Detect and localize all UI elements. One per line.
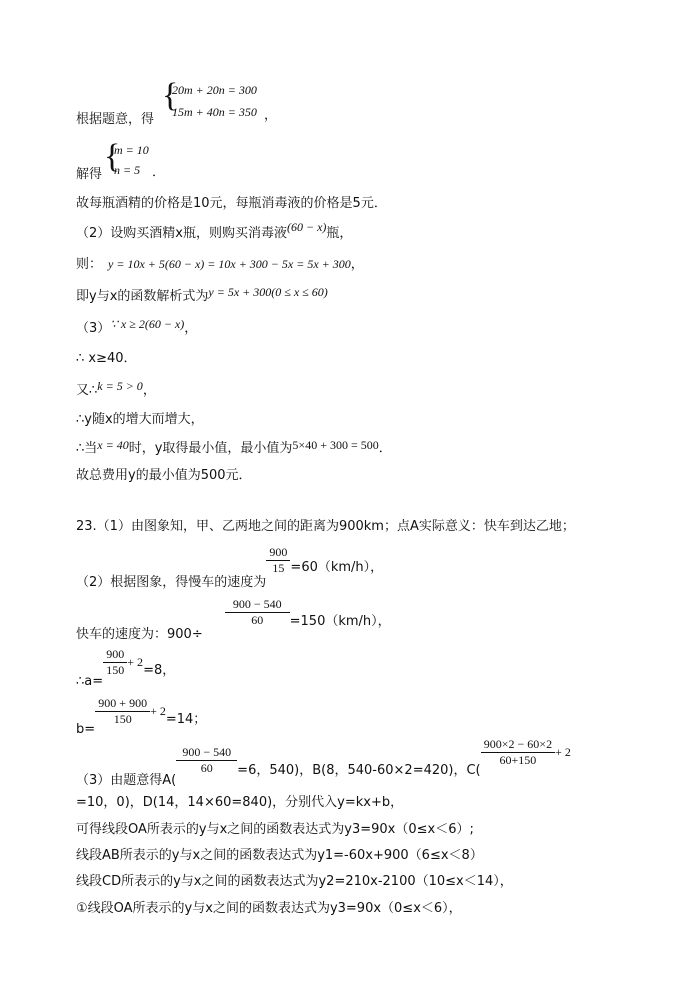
text: ． [378, 441, 392, 456]
price-conclusion: 故每瓶酒精的价格是10元，每瓶消毒液的价格是5元． [76, 196, 387, 211]
solution-m: m = 10 [114, 143, 149, 157]
math: ∵ x ≥ 2(60 − x) [110, 317, 185, 331]
text: =14； [165, 712, 207, 727]
math: k = 5 > 0 [97, 379, 143, 393]
q23-value-a [76, 647, 176, 689]
q23-segment-cd: 线段CD所表示的y与x之间的函数表达式为y2=210x-2100（10≤x＜14）， [76, 874, 513, 889]
text: ∴当 [76, 441, 98, 456]
math: x = 40 [97, 438, 129, 452]
fraction [176, 745, 237, 776]
denominator: 60 [176, 760, 237, 776]
function-expression [76, 285, 328, 305]
math: (60 − x) [286, 220, 327, 234]
q23-segment-oa: 可得线段OA所表示的y与x之间的函数表达式为y3=90x（0≤x＜6）; [76, 822, 474, 837]
math: y = 5x + 300(0 ≤ x ≤ 60) [208, 285, 328, 299]
text: =150（km/h）， [289, 614, 391, 629]
q23-slow-speed [76, 545, 384, 590]
text: （2）设购买酒精x瓶，则购买消毒液 [76, 226, 287, 241]
text: （2）根据图象，得慢车的速度为 [76, 575, 267, 590]
k-positive [76, 379, 156, 399]
left-brace: { [104, 138, 121, 175]
numerator: 900 [106, 647, 125, 661]
math: 5×40 + 300 = 500 [292, 438, 379, 452]
text: =8， [143, 663, 176, 678]
text: 瓶， [326, 226, 353, 241]
text: ， [184, 321, 198, 336]
numerator: 900×2 − 60×2 [483, 737, 553, 751]
fraction [266, 545, 290, 576]
denominator: 60 [225, 612, 290, 628]
numerator: 900 + 900 [98, 696, 148, 710]
system-lead-text: 根据题意，得 [76, 112, 155, 127]
q23-segment-oa-repeat: ①线段OA所表示的y与x之间的函数表达式为y3=90x（0≤x＜6）， [76, 901, 462, 916]
plus-two: + 2 [555, 745, 571, 759]
text: b= [76, 722, 96, 737]
denominator: 150 [95, 711, 150, 727]
denominator: 150 [103, 662, 127, 678]
plus-two: + 2 [127, 655, 144, 669]
part3-condition [76, 317, 198, 337]
fraction [225, 597, 290, 628]
text: （3）由题意得A( [76, 773, 177, 788]
left-brace: { [162, 77, 179, 114]
fraction [95, 696, 150, 727]
text: ， [350, 257, 364, 272]
q23-value-b [76, 696, 207, 737]
part2-expression [76, 256, 364, 273]
q23-segment-ab: 线段AB所表示的y与x之间的函数表达式为y1=-60x+900（6≤x＜8） [76, 848, 483, 863]
numerator: 900 − 540 [232, 597, 282, 611]
plus-two: + 2 [150, 704, 166, 718]
fraction [103, 647, 127, 678]
text: =6，540)，B(8，540-60×2=420)，C( [237, 763, 481, 778]
solve-lead-text: 解得 [76, 167, 103, 182]
text: ∴a= [76, 674, 104, 689]
text: 即y与x的函数解析式为 [76, 289, 209, 304]
q23-part3-cont: =10，0)，D(14，14×60=840)，分别代入y=kx+b， [76, 795, 404, 810]
numerator: 900 − 540 [182, 745, 232, 759]
minimum-statement [76, 440, 392, 457]
q23-part1: 23.（1）由图象知，甲、乙两地之间的距离为900km；点A实际意义：快车到达乙地； [76, 519, 575, 534]
text: ， [142, 383, 156, 398]
numerator: 900 [269, 545, 288, 559]
denominator: 15 [266, 560, 290, 576]
increasing-statement: ∴y随x的增大而增大， [76, 412, 204, 427]
solution-n: n = 5 [114, 163, 141, 177]
x-bound: ∴ x≥40． [76, 351, 137, 366]
part2-setup [76, 220, 353, 242]
text: 则： [76, 257, 103, 272]
system-tail-text: ， [264, 108, 278, 123]
text: 快车的速度为：900÷ [76, 627, 203, 642]
q23-fast-speed [76, 597, 391, 642]
text: 又∴ [76, 383, 98, 398]
text: 时，y取得最小值，最小值为 [128, 441, 293, 456]
fraction [481, 737, 555, 768]
solve-tail-text: ． [152, 165, 166, 180]
equation-2: 15m + 40n = 350 [172, 105, 257, 119]
math: y = 10x + 5(60 − x) = 10x + 300 − 5x = 5x + 300 [108, 257, 351, 271]
text: （3） [76, 321, 111, 336]
equation-1: 20m + 20n = 300 [172, 83, 257, 97]
text: =60（km/h）， [290, 560, 384, 575]
total-cost-conclusion: 故总费用y的最小值为500元． [76, 468, 252, 483]
denominator: 60+150 [481, 752, 555, 768]
